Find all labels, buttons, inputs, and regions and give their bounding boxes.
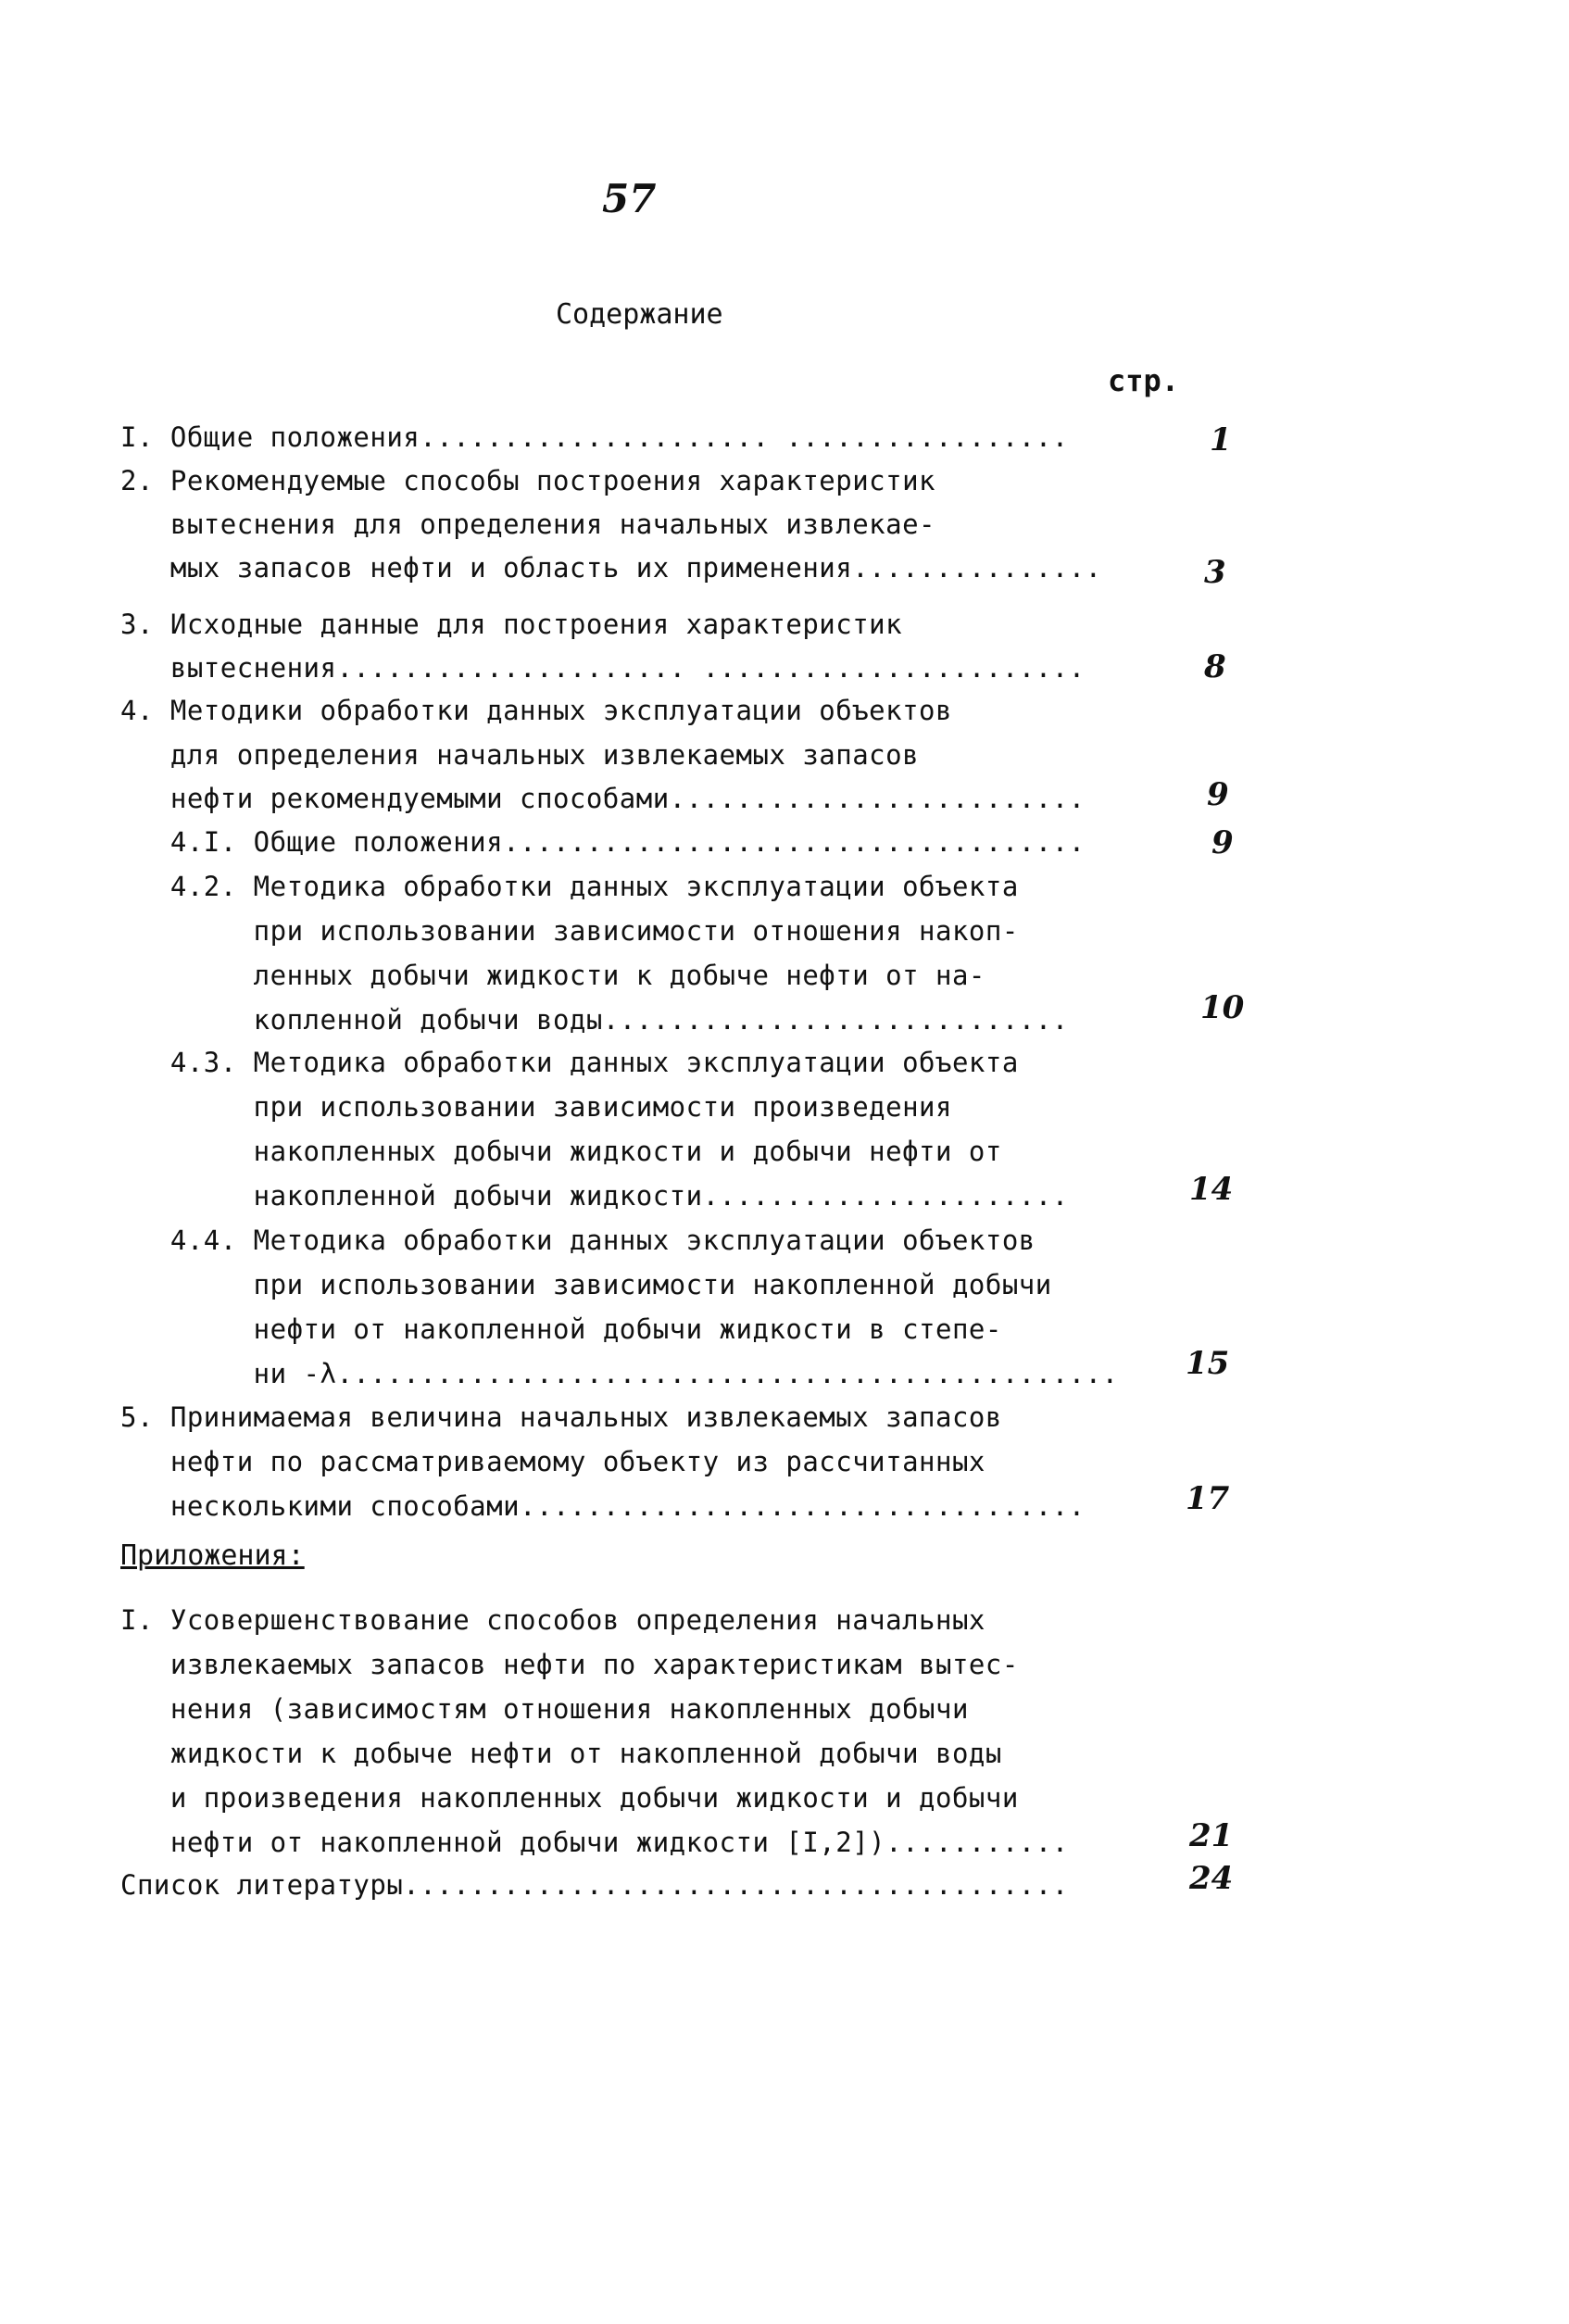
appendix-page-number: 21 — [1189, 1817, 1234, 1854]
toc-line: копленной добычи воды............................ — [120, 1004, 1069, 1036]
toc-line: ни -λ............................................... — [120, 1358, 1119, 1389]
toc-line: для определения начальных извлекаемых запасов — [120, 739, 920, 771]
toc-line: 4.2. Методика обработки данных эксплуатации объекта — [120, 871, 1019, 902]
toc-page-number: 8 — [1204, 648, 1226, 685]
toc-page-number: 9 — [1211, 824, 1234, 861]
toc-line: нефти по рассматриваемому объекту из рассчитанных — [120, 1446, 985, 1477]
toc-page-number: 15 — [1186, 1345, 1230, 1382]
toc-line: 2. Рекомендуемые способы построения характеристик — [120, 465, 936, 496]
toc-line: вытеснения..................... ....................... — [120, 652, 1086, 684]
toc-page-number: 17 — [1186, 1480, 1230, 1517]
appendix-line: нефти от накопленной добычи жидкости [I,2])........... — [120, 1827, 1069, 1858]
toc-line: при использовании зависимости накопленной добычи — [120, 1269, 1052, 1300]
toc-line: 4. Методики обработки данных эксплуатации объектов — [120, 695, 952, 726]
toc-page-number: 1 — [1210, 421, 1232, 459]
appendix-line: и произведения накопленных добычи жидкости и добычи — [120, 1782, 1019, 1814]
toc-line: 5. Принимаемая величина начальных извлекаемых запасов — [120, 1401, 1002, 1433]
toc-page-number: 3 — [1204, 554, 1226, 591]
appendix-line: жидкости к добыче нефти от накопленной добычи воды — [120, 1738, 1002, 1769]
toc-line: 3. Исходные данные для построения характеристик — [120, 609, 903, 640]
appendix-line: извлекаемых запасов нефти по характеристикам вытес- — [120, 1649, 1019, 1680]
appendix-heading: Приложения: — [120, 1539, 305, 1572]
toc-line: при использовании зависимости произведения — [120, 1091, 952, 1123]
toc-line: 4.3. Методика обработки данных эксплуатации объекта — [120, 1047, 1019, 1078]
toc-line: накопленных добычи жидкости и добычи нефти от — [120, 1136, 1002, 1167]
toc-line: мых запасов нефти и область их применения............... — [120, 552, 1102, 584]
toc-line: ленных добычи жидкости к добыче нефти от на- — [120, 960, 985, 991]
toc-page-number: 9 — [1207, 776, 1229, 813]
toc-line: нефти от накопленной добычи жидкости в степе- — [120, 1313, 1002, 1345]
toc-line: при использовании зависимости отношения накоп- — [120, 915, 1019, 947]
toc-line: 4.4. Методика обработки данных эксплуатации объектов — [120, 1225, 1036, 1256]
toc-page-number: 14 — [1189, 1171, 1234, 1208]
appendix-line: I. Усовершенствование способов определения начальных — [120, 1604, 985, 1636]
toc-page-number: 10 — [1200, 989, 1245, 1026]
page-column-header: стр. — [1108, 363, 1180, 398]
toc-line: несколькими способами.................................. — [120, 1490, 1086, 1522]
toc-line: 4.I. Общие положения................................... — [120, 826, 1086, 858]
page-number: 57 — [602, 176, 657, 221]
toc-line: вытеснения для определения начальных извлекае- — [120, 509, 936, 540]
toc-line: I. Общие положения..................... ................. — [120, 421, 1069, 453]
appendix-page-number: 24 — [1189, 1860, 1234, 1897]
toc-line: нефти рекомендуемыми способами......................... — [120, 783, 1086, 814]
appendix-line: Список литературы........................................ — [120, 1869, 1069, 1901]
appendix-line: нения (зависимостям отношения накопленных добычи — [120, 1693, 969, 1725]
toc-title: Содержание — [556, 298, 723, 331]
toc-line: накопленной добычи жидкости...................... — [120, 1180, 1069, 1212]
